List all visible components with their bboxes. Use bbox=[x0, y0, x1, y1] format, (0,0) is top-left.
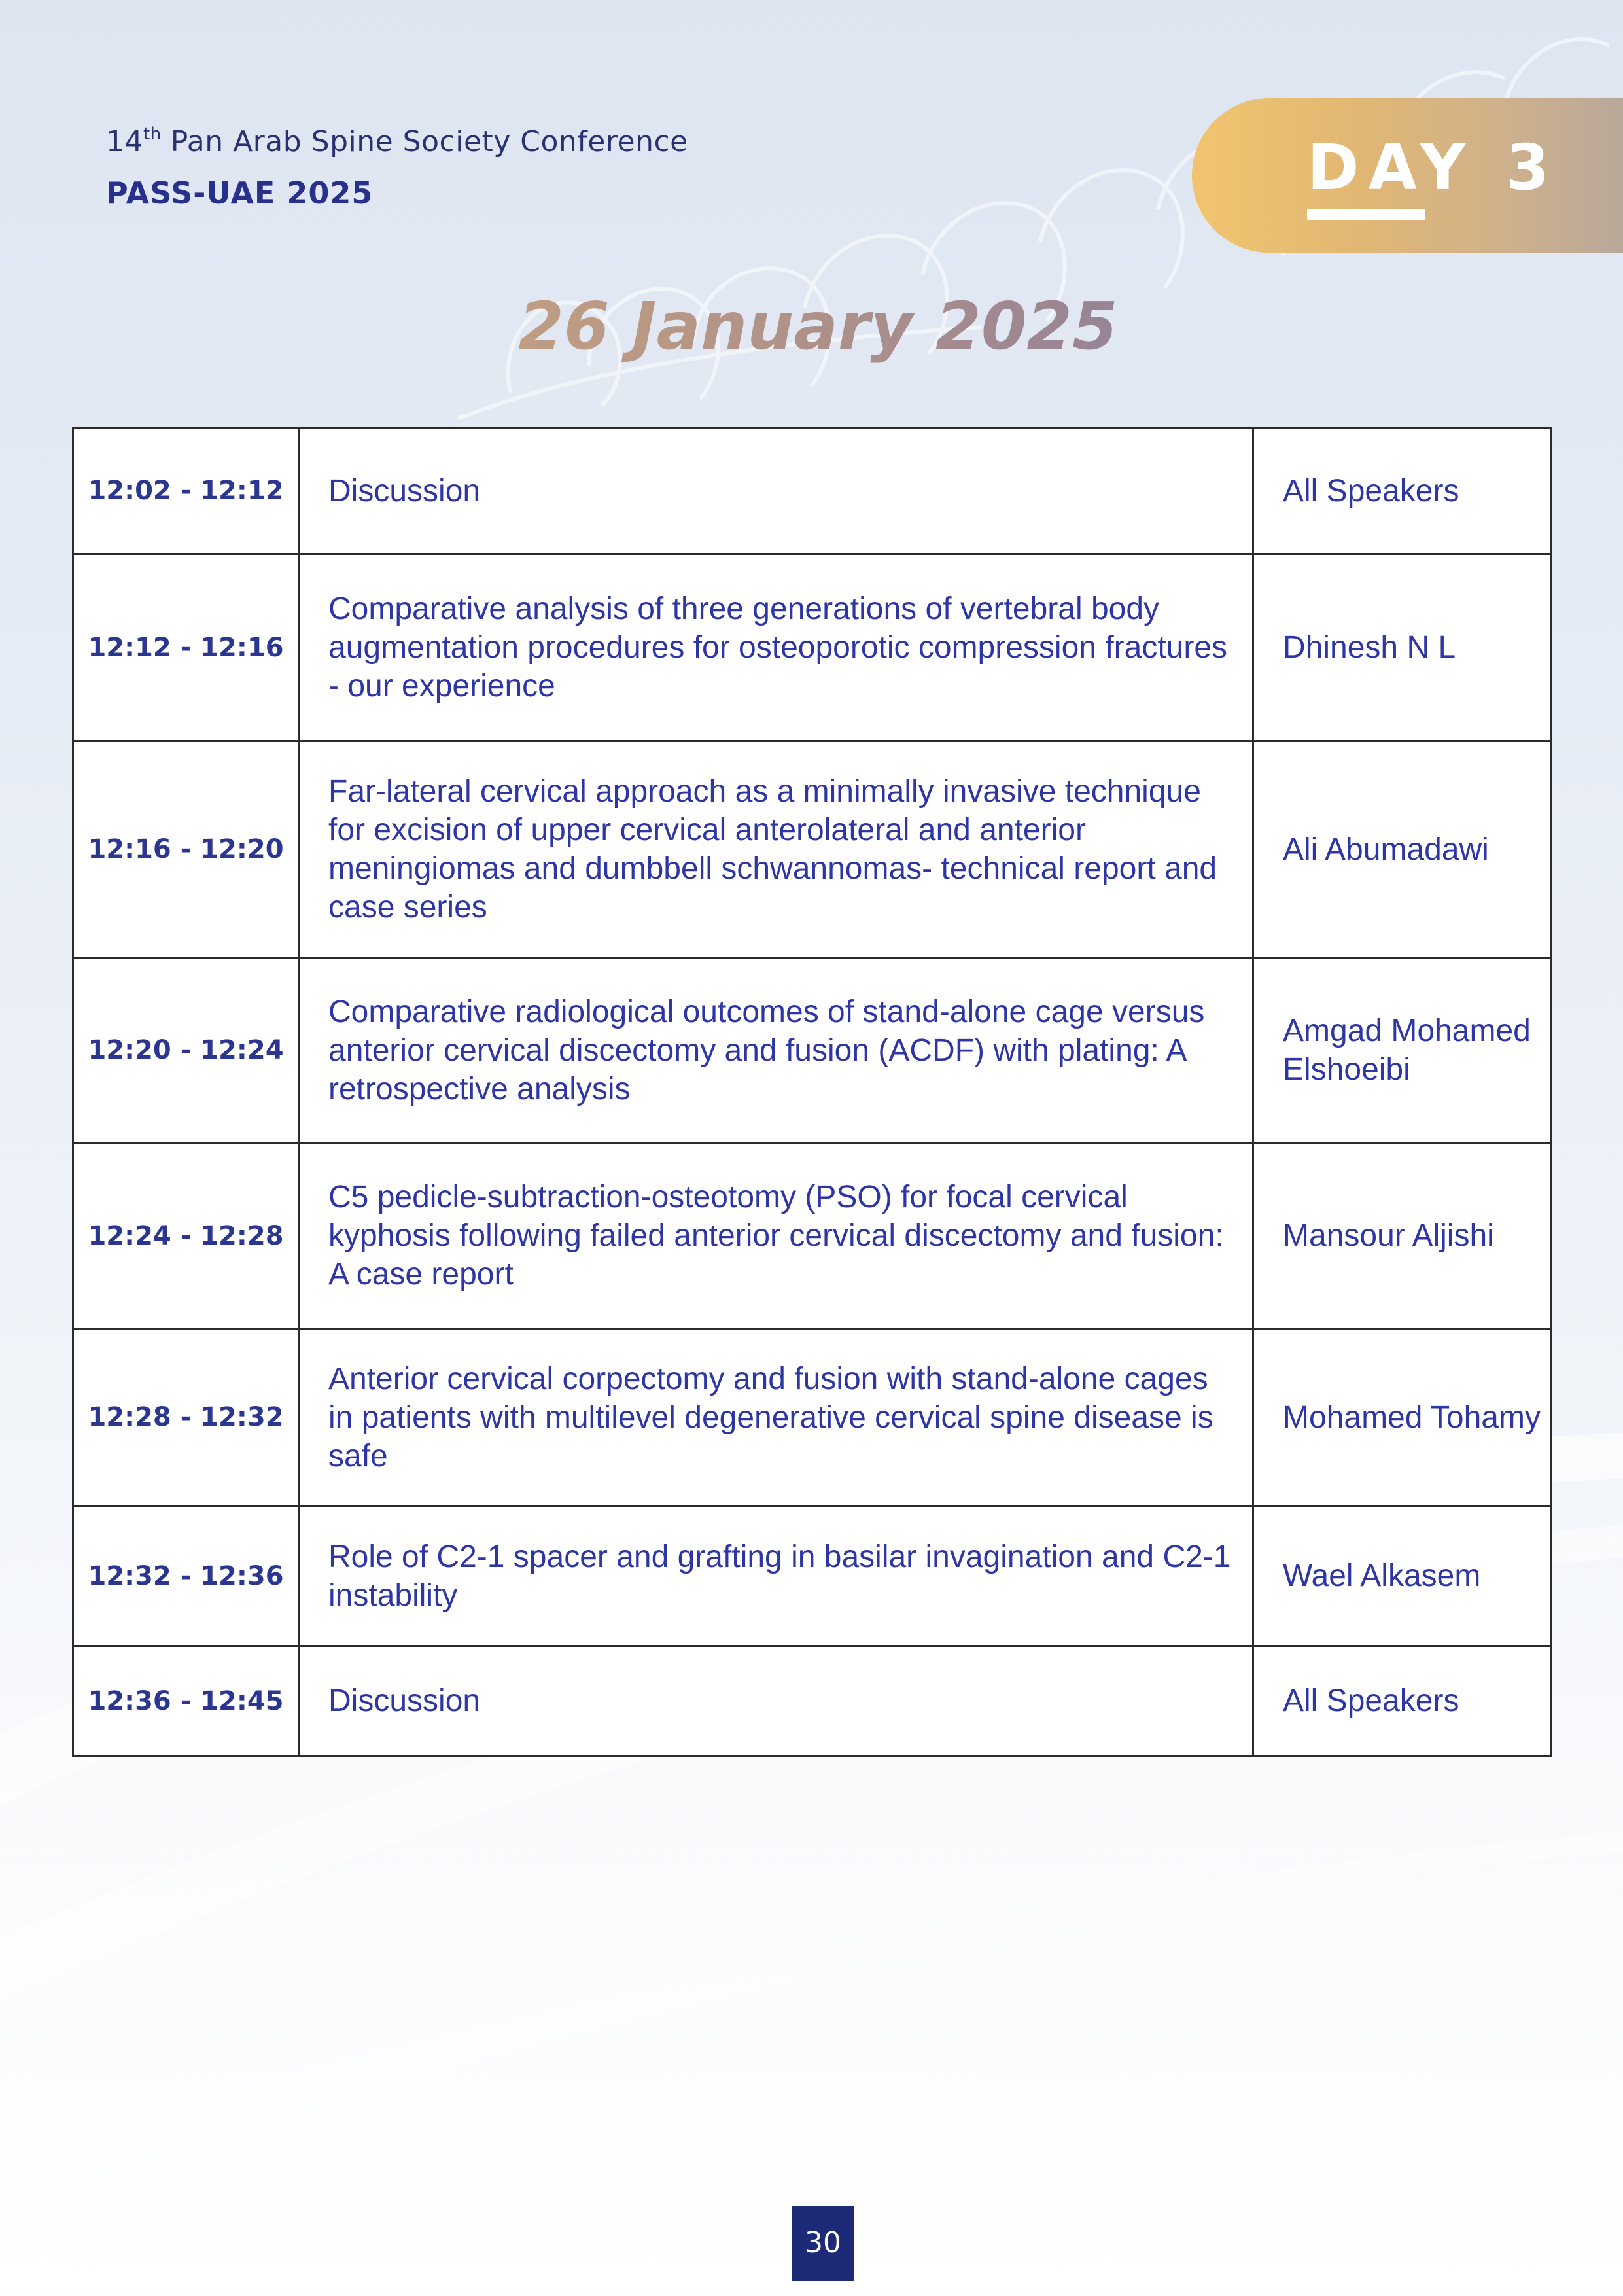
conference-title bbox=[106, 124, 688, 158]
topic-cell: Discussion bbox=[299, 1646, 1253, 1756]
table-row bbox=[73, 1143, 1551, 1329]
conference-short-name: PASS-UAE 2025 bbox=[106, 175, 374, 211]
edition-suffix: th bbox=[143, 124, 162, 144]
speaker-cell: Wael Alkasem bbox=[1253, 1506, 1551, 1646]
table-row bbox=[73, 1329, 1551, 1506]
topic-cell: Far-lateral cervical approach as a minimally invasive technique for excision of upper cervical anterolateral and anterior meningiomas and dumbbell schwannomas- technical report and case series bbox=[299, 741, 1253, 958]
time-cell: 12:16 - 12:20 bbox=[73, 741, 299, 958]
day-label: DAY 3 bbox=[1307, 131, 1559, 204]
table-row bbox=[73, 428, 1551, 554]
table-row bbox=[73, 554, 1551, 741]
speaker-cell: Mohamed Tohamy bbox=[1253, 1329, 1551, 1506]
topic-cell: Anterior cervical corpectomy and fusion with stand-alone cages in patients with multilevel degenerative cervical spine disease is safe bbox=[299, 1329, 1253, 1506]
table-row bbox=[73, 958, 1551, 1143]
table-row bbox=[73, 1506, 1551, 1646]
day-underline bbox=[1307, 209, 1425, 220]
conference-name: Pan Arab Spine Society Conference bbox=[170, 125, 688, 158]
topic-cell: Comparative analysis of three generations of vertebral body augmentation procedures for osteoporotic compression fractures - our experience bbox=[299, 554, 1253, 741]
speaker-cell: All Speakers bbox=[1253, 428, 1551, 554]
time-cell: 12:24 - 12:28 bbox=[73, 1143, 299, 1329]
edition-number: 14 bbox=[106, 125, 143, 158]
time-cell: 12:36 - 12:45 bbox=[73, 1646, 299, 1756]
topic-cell: Role of C2-1 spacer and grafting in basilar invagination and C2-1 instability bbox=[299, 1506, 1253, 1646]
time-cell: 12:02 - 12:12 bbox=[73, 428, 299, 554]
time-cell: 12:32 - 12:36 bbox=[73, 1506, 299, 1646]
time-cell: 12:12 - 12:16 bbox=[73, 554, 299, 741]
table-row bbox=[73, 741, 1551, 958]
topic-cell: C5 pedicle-subtraction-osteotomy (PSO) for focal cervical kyphosis following failed anterior cervical discectomy and fusion: A case report bbox=[299, 1143, 1253, 1329]
time-cell: 12:20 - 12:24 bbox=[73, 958, 299, 1143]
speaker-cell: Ali Abumadawi bbox=[1253, 741, 1551, 958]
table-row bbox=[73, 1646, 1551, 1756]
time-cell: 12:28 - 12:32 bbox=[73, 1329, 299, 1506]
speaker-cell: Dhinesh N L bbox=[1253, 554, 1551, 741]
page-number: 30 bbox=[792, 2206, 854, 2281]
schedule-table bbox=[72, 427, 1552, 1757]
topic-cell: Comparative radiological outcomes of stand-alone cage versus anterior cervical discectomy and fusion (ACDF) with plating: A retrospective analysis bbox=[299, 958, 1253, 1143]
speaker-cell: Amgad Mohamed Elshoeibi bbox=[1253, 958, 1551, 1143]
date-title: 26 January 2025 bbox=[0, 288, 1623, 364]
topic-cell: Discussion bbox=[299, 428, 1253, 554]
speaker-cell: Mansour Aljishi bbox=[1253, 1143, 1551, 1329]
speaker-cell: All Speakers bbox=[1253, 1646, 1551, 1756]
